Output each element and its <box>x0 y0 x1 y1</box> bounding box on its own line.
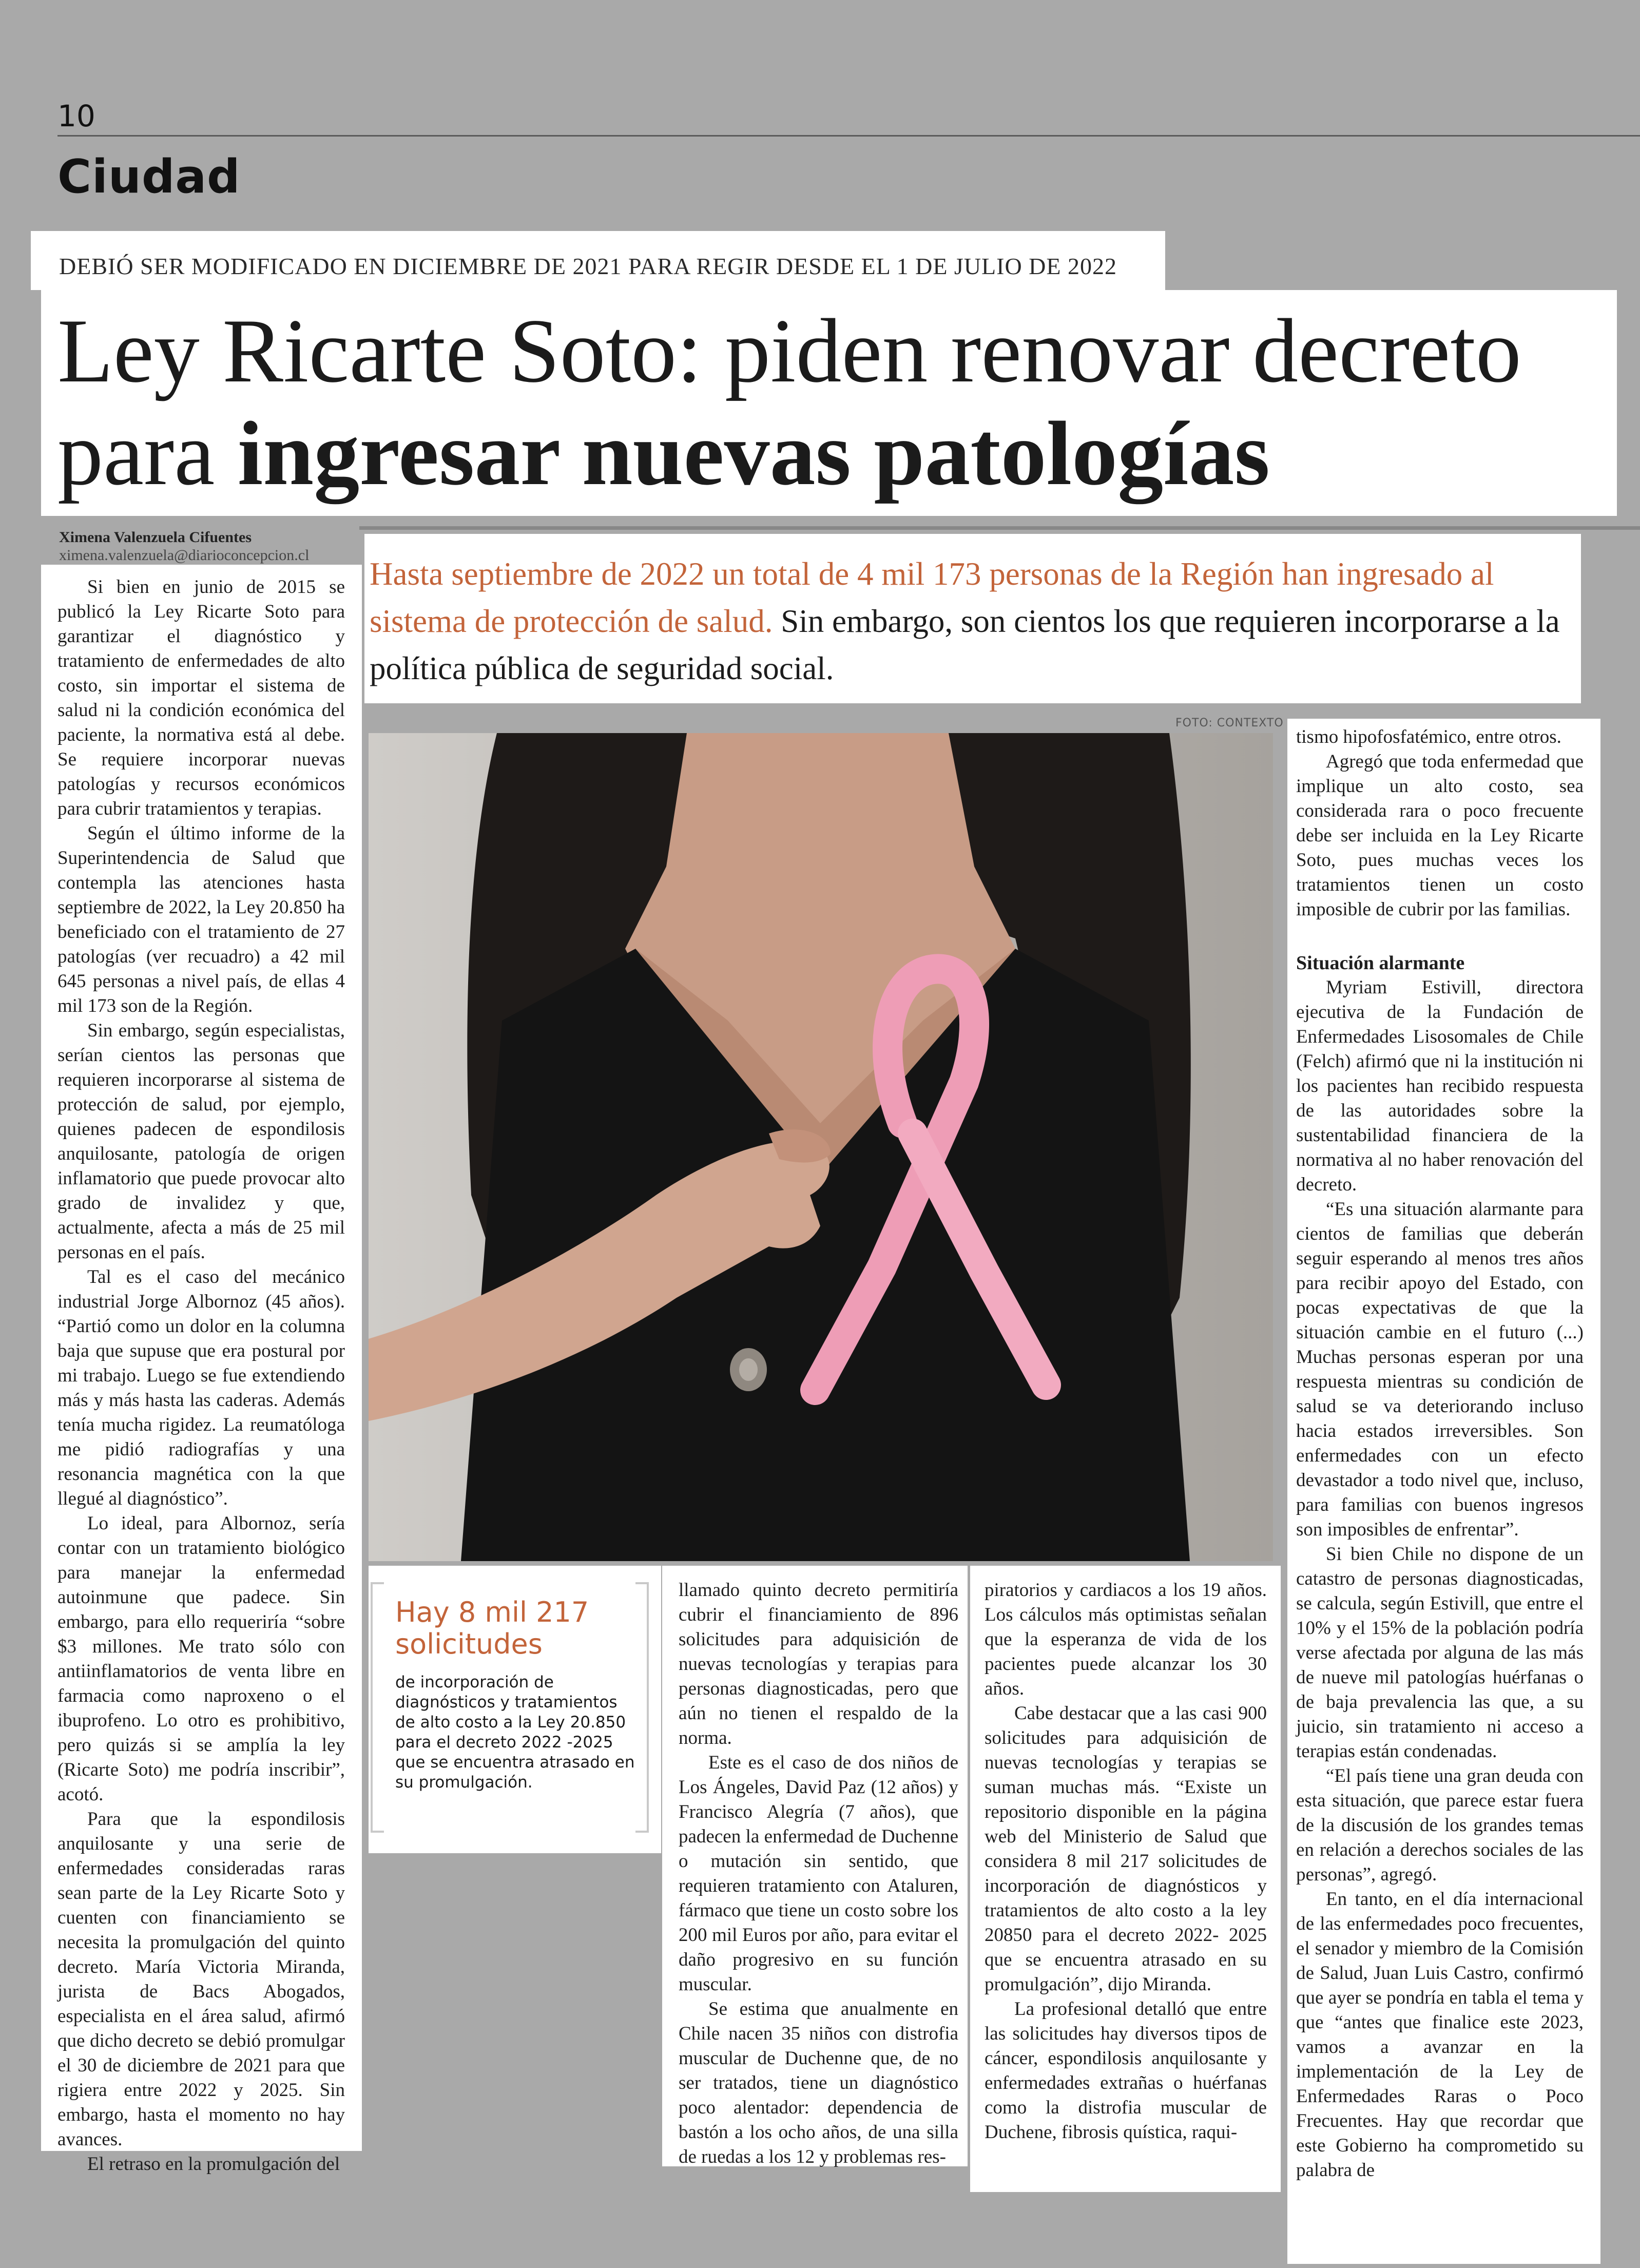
paragraph: Lo ideal, para Albornoz, sería contar con un tratamiento biológico para manejar la enfermedad autoinmune que padece. Sin embargo, para ello requeriría “sobre $3 millones. Me trato sólo con antiinflamatorios de venta libre en farmacia como naproxeno o el ibuprofeno. Lo otro es prohibitivo, pero quizás si se amplía la ley (Ricarte Soto) me podría inscribir”, acotó. <box>57 1513 345 1805</box>
paragraph: Este es el caso de dos niños de Los Ángeles, David Paz (12 años) y Francisco Alegría (7 años), que padecen la enfermedad de Duchenne o mutación sin sentido, que requieren tratamiento con Ataluren, fármaco que tiene un costo sobre los 200 mil Euros por año, para evitar el daño progresivo en su función muscular. <box>679 1752 958 1995</box>
headline-line-2-bold: ingresar nuevas patologías <box>237 402 1270 504</box>
paragraph: Si bien Chile no dispone de un catastro de personas diagnosticadas, se calcula, según Estivill, que entre el 10% y el 15% de la población podría verse afectada por alguna de las más de nueve mil patologías huérfanas o de baja prevalencia las que, a su juicio, sin tratamiento ni acceso a terapias están condenadas. <box>1296 1544 1584 1762</box>
photo-credit: FOTO: CONTEXTO <box>1175 717 1284 729</box>
article-kicker: DEBIÓ SER MODIFICADO EN DICIEMBRE DE 2021 PARA REGIR DESDE EL 1 DE JULIO DE 2022 <box>59 253 1117 279</box>
headline-line-1: Ley Ricarte Soto: piden renovar decreto <box>57 300 1521 401</box>
callout-bracket-left <box>371 1582 384 1833</box>
lead-rest: Sin embargo, son cientos los que requieren incorporarse a la política pública de seguridad social. <box>370 603 1560 686</box>
page-number: 10 <box>57 99 95 133</box>
paragraph: El retraso en la promulgación del <box>87 2154 340 2175</box>
paragraph: tismo hipofosfatémico, entre otros. <box>1296 726 1561 747</box>
article-lead <box>370 550 1571 692</box>
headline-line-2-normal: para <box>57 402 238 504</box>
paragraph: “El país tiene una gran deuda con esta situación, que parece estar fuera de la discusión de los grandes temas en relación a derechos sociales de las personas”, agregó. <box>1296 1765 1584 1885</box>
article-column-3 <box>985 1578 1267 2145</box>
byline-author: Ximena Valenzuela Cifuentes <box>59 529 252 546</box>
callout-bracket-right <box>635 1582 649 1833</box>
paragraph: piratorios y cardiacos a los 19 años. Los cálculos más optimistas señalan que la esperanza de vida de los pacientes puede alcanzar los 30 años. <box>985 1580 1267 1699</box>
paragraph: En tanto, en el día internacional de las enfermedades poco frecuentes, el senador y miembro de la Comisión de Salud, Juan Luis Castro, confirmó que ayer se pondría en tabla el tema y que “antes que finalice este 2023, vamos a avanzar en la implementación de la Ley de Enfermedades Raras o Poco Frecuentes. Hay que recordar que este Gobierno ha comprometido su palabra de <box>1296 1889 1584 2181</box>
paragraph: La profesional detalló que entre las solicitudes hay diversos tipos de cáncer, espondilosis anquilosante y enfermedades extrañas o huérfanas como la distrofia muscular de Duchene, fibrosis quística, raqui- <box>985 1998 1267 2143</box>
paragraph: Cabe destacar que a las casi 900 solicitudes para adquisición de nuevas tecnologías y terapias se suman muchas más. “Existe un repositorio disponible en la página web del Ministerio de Salud que considera 8 mil 217 solicitudes de incorporación de diagnósticos y tratamientos de alto costo a la ley 20850 para el decreto 2022- 2025 que se encuentra atrasado en su promulgación”, dijo Miranda. <box>985 1703 1267 1995</box>
paragraph: Agregó que toda enfermedad que implique un alto costo, sea considerada rara o poco frecuente debe ser incluida en la Ley Ricarte Soto, pues muchas veces los tratamientos tienen un costo imposible de cubrir por las familias. <box>1296 751 1584 920</box>
article-headline <box>57 299 1618 505</box>
article-column-1 <box>57 575 345 2177</box>
callout-headline: Hay 8 mil 217 solicitudes <box>395 1596 589 1660</box>
paragraph: Tal es el caso del mecánico industrial Jorge Albornoz (45 años). “Partió como un dolor en la columna baja que supuse que era postural por mi trabajo. Luego se fue extendiendo más y más hasta las caderas. Además tenía mucha rigidez. La reumatóloga me pidió radiografías y una resonancia magnética con la que llegué al diagnóstico”. <box>57 1266 345 1509</box>
article-column-4 <box>1296 725 1584 2183</box>
section-title: Ciudad <box>57 150 241 204</box>
paragraph: llamado quinto decreto permitiría cubrir el financiamiento de 896 solicitudes para adquisición de nuevas tecnologías y terapias para personas diagnosticadas, pero que aún no tienen el respaldo de la norma. <box>679 1580 958 1748</box>
lead-highlight: Hasta septiembre de 2022 un total de 4 mil 173 personas de la Región han ingresado al sistema de protección de salud. <box>370 556 1494 639</box>
subheading: Situación alarmante <box>1296 952 1465 974</box>
byline-email: ximena.valenzuela@diarioconcepcion.cl <box>59 547 310 564</box>
paragraph: Myriam Estivill, directora ejecutiva de la Fundación de Enfermedades Lisosomales de Chile (Felch) afirmó que ni la institución ni los pacientes han recibido respuesta de las autoridades sobre la sustentabilidad financiera de la normativa al no haber renovación del decreto. <box>1296 977 1584 1195</box>
lead-divider <box>359 526 1640 530</box>
paragraph: Para que la espondilosis anquilosante y una serie de enfermedades consideradas raras sean parte de la Ley Ricarte Soto y cuenten con financiamiento se necesita la promulgación del quinto decreto. María Victoria Miranda, jurista de Bacs Abogados, especialista en el área salud, afirmó que dicho decreto se debió promulgar el 30 de diciembre de 2021 para que rigiera entre 2022 y 2025. Sin embargo, hasta el momento no hay avances. <box>57 1809 345 2150</box>
paragraph: Según el último informe de la Superintendencia de Salud que contempla las atenciones hasta septiembre de 2022, la Ley 20.850 ha beneficiado con el tratamiento de 27 patologías (ver recuadro) a 42 mil 645 personas a nivel país, de ellas 4 mil 173 son de la Región. <box>57 823 345 1016</box>
paragraph: Se estima que anualmente en Chile nacen 35 niños con distrofia muscular de Duchenne que, de no ser tratados, tiene un diagnóstico poco alentador: dependencia de bastón a los ocho años, de una silla de ruedas a los 12 y problemas res- <box>679 1998 958 2167</box>
paragraph: Si bien en junio de 2015 se publicó la Ley Ricarte Soto para garantizar el diagnóstico y tratamiento de enfermedades de alto costo, sin importar el sistema de salud ni la condición económica del paciente, la normativa está al debe. Se requiere incorporar nuevas patologías y recursos económicos para cubrir tratamientos y terapias. <box>57 576 345 819</box>
callout-text: de incorporación de diagnósticos y tratamientos de alto costo a la Ley 20.850 para el decreto 2022 -2025 que se encuentra atrasado en su promulgación. <box>395 1673 635 1792</box>
article-photo <box>369 733 1273 1561</box>
paragraph: Sin embargo, según especialistas, serían cientos las personas que requieren incorporarse al sistema de protección de salud, por ejemplo, quienes padecen de espondilosis anquilosante, patología de origen inflamatorio que puede provocar alto grado de invalidez y que, actualmente, afecta a más de 25 mil personas en el país. <box>57 1020 345 1263</box>
pink-ribbon-photo-illustration <box>369 733 1273 1561</box>
paragraph: “Es una situación alarmante para cientos de familias que deberán seguir esperando al menos tres años para recibir apoyo del Estado, con pocas expectativas de que la situación cambie en el futuro (...) Muchas personas esperan por una respuesta mientras su condición de salud se va deteriorando incluso hacia estados irreversibles. Son enfermedades con un efecto devastador a todo nivel que, incluso, para familias con buenos ingresos son imposibles de enfrentar”. <box>1296 1199 1584 1540</box>
header-rule <box>57 135 1640 137</box>
spacer <box>1296 922 1584 947</box>
article-column-2 <box>679 1578 958 2169</box>
